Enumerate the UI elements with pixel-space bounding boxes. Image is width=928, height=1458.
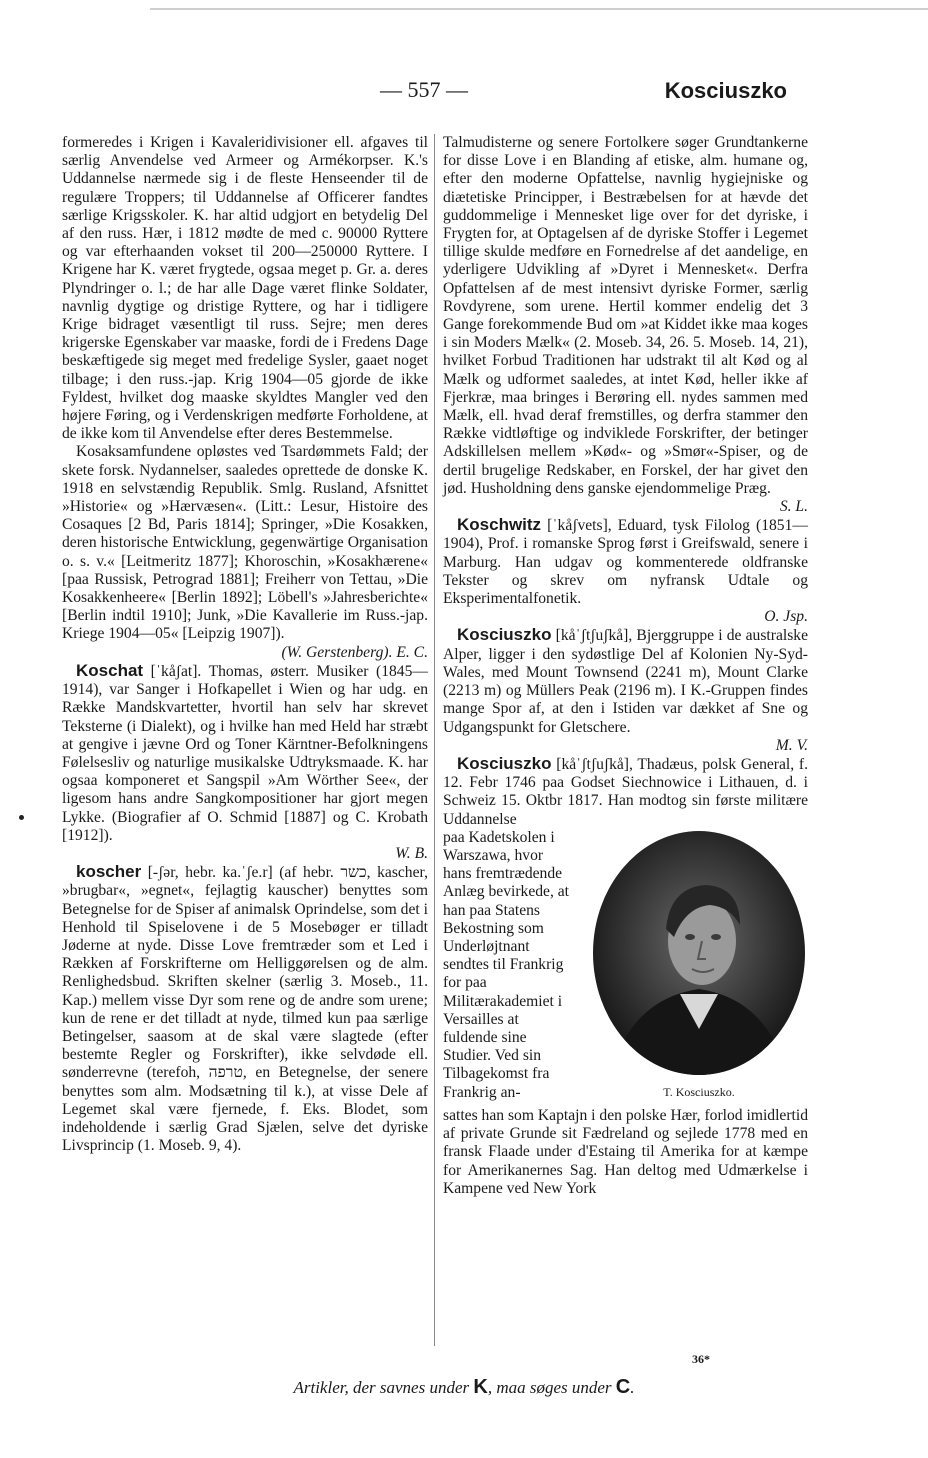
footer-text: Artikler, der savnes under bbox=[293, 1378, 474, 1397]
entry-text-koscher: [-ʃər, hebr. ka.ˈʃe.r] (af hebr. כשר, kascher, »brugbar«, »egnet«, fejlagtig kauscher) benyttes som Betegnelse for de Spiser af animalsk Oprindelse, som det i Henhold til Spiselovene i de 5 Mosebøger er tilladt Jøderne at nyde. Disse Love fremtræder som et Led i Rækken af Forskrifterne om Helliggørelsen og de alm. Renlighedsbud. Skriften skelner (særlig 3. Moseb., 11. Kap.) mellem visse Dyr som rene og de andre som urene; kun de rene er det tilladt at nyde, tilmed kun paa særlige Betingelser, saasom at de skal være slagtede (efter bestemte Regler og Forskrifter), ikke selvdøde ell. sønderrevne (terefoh, טרפה, en Betegnelse, der senere benyttes som alm. Modsætning til k.), at visse Dele af Legemet skal være fjernede, f. Eks. Blodet, som indeholdende i særlig Grad Sjælen, selve det dyriske Livsprincip (1. Moseb. 9, 4). bbox=[62, 864, 428, 1155]
signature: S. L. bbox=[779, 498, 808, 516]
signature: W. B. bbox=[395, 844, 428, 862]
right-column bbox=[443, 134, 808, 1198]
wrapped-text-beside-portrait: paa Kadetskolen i Warszawa, hvor hans fremtrædende Anlæg bevirkede, at han paa Statens Bekostning som Underløjtnant sendtes til Frankrig for paa Militærakademiet i Versailles at fuldende sine Studier. Ved sin Tilbagekomst fra Frankrig an- bbox=[443, 828, 570, 1101]
footer-text: , maa søges under bbox=[487, 1378, 616, 1397]
entry-text-kosciuszko-person: [kåˈʃtʃuʃkå], Thadæus, polsk General, f. 12. Febr 1746 paa Godset Siechnowice i Lithauen, d. i Schweiz 15. Oktbr 1817. Han modtog sin første militære Uddannelse bbox=[443, 755, 808, 828]
paragraph-kosciuszko-cont: sattes han som Kaptajn i den polske Hær, forlod imidlertid af private Grunde sit Fædreland og sejlede 1778 med en fransk Flaade under d'Estaing til Amerika for at kæmpe for Amerikanernes Sag. Han deltog med Udmærkelse i Kampene ved New York bbox=[443, 1106, 808, 1197]
footer-letter-k: K bbox=[473, 1376, 488, 1398]
left-column bbox=[62, 134, 428, 1155]
signature: O. Jsp. bbox=[764, 608, 808, 626]
column-divider bbox=[434, 134, 435, 1346]
entry-koschwitz bbox=[443, 516, 808, 608]
paragraph-koscher-cont: Talmudisterne og senere Fortolkere søger Grundtankerne for disse Love i en Blanding af etiske, alm. humane og, efter den moderne Opfattelse, navnlig hygiejniske og diætetiske Principper, i Bestræbelsen for at hævde det guddommelige i Mennesket lige over for det dyriske, i Frygten for, at Optagelsen af de dyriske Stoffer i Legemet tillige skulde medføre en Fornedrelse af det aandelige, en yderligere Udvikling af »Dyret i Mennesket«. Derfra Opfattelsen af de mest intensivt dyriske Former, særlig Rovdyrene, som urene. Hertil kommer endelig det 3 Gange forekommende Bud om »at Kiddet ikke maa koges i sin Moders Mælk« (2. Moseb. 34, 26. 5. Moseb. 14, 21), hvilket Forbud Traditionen har udstrakt til alt Kød og al Mælk og udformet saaledes, at intet Kød, heller ikke af Fjerkræ, maa bringes i Berøring ell. nydes sammen med Mælk, ell. hvad deraf fremstilles, og derfra stammer den Række vidtløftige og indviklede Forskrifter, der betinger Adskillelsen mellem »Kød«- og »Smør«-Spiser, og de dertil brugelige Redskaber, en Forskel, der har givet den jød. Husholdning dens ganske ejendommelige Præg. bbox=[443, 134, 808, 497]
footer-text: . bbox=[630, 1378, 635, 1397]
headword-koscher: koscher bbox=[76, 862, 142, 882]
headword-kosciuszko: Kosciuszko bbox=[457, 753, 552, 773]
footer-note bbox=[0, 1376, 928, 1399]
entry-koscher bbox=[62, 863, 428, 1155]
signature-mark: 36* bbox=[692, 1352, 710, 1366]
headword-koschwitz: Koschwitz bbox=[457, 515, 542, 535]
footer-letter-c: C bbox=[615, 1376, 631, 1398]
entry-text-koschwitz: [ˈkåʃvets], Eduard, tysk Filolog (1851—1904), Prof. i romanske Sprog først i Greifswald, senere i Marburg. Han udgav og kommenterede oldfranske Tekster og skrev om nyfransk Udtale og Eksperimentalfonetik. bbox=[443, 517, 808, 608]
portrait-image bbox=[590, 829, 808, 1077]
portrait-figure bbox=[590, 829, 808, 1101]
portrait-caption: T. Kosciuszko. bbox=[663, 1084, 735, 1099]
running-head: Kosciuszko bbox=[664, 78, 787, 103]
page-number: — 557 — bbox=[380, 77, 468, 102]
entry-kosciuszko-mountains bbox=[443, 626, 808, 736]
entry-text-koschat: [ˈkåʃat]. Thomas, østerr. Musiker (1845—1914), var Sanger i Hofkapellet i Wien og har udg. en Række Mandskvartetter, hvortil han selv har skrevet Teksterne (i Dialekt), og i hvilke han med Held har stræbt at gengive i jævne Ord og Toner Kärntner-Befolkningens Følelsesliv og naturlige musikalske Udtryksmaade. K. har ogsaa komponeret et Sangspil »Am Wörther See«, der ligesom hans andre Sangkompositioner har gjort megen Lykke. (Biografier af O. Schmid [1887] og C. Krobath [1912]). bbox=[62, 662, 428, 844]
paragraph-kosaksamfundene: Kosaksamfundene opløstes ved Tsardømmets Fald; der skete forsk. Nydannelser, saaledes oprettede de donske K. 1918 en selvstændig Republik. Smlg. Rusland, Afsnittet »Historie« og »Hærvæsen«. (Litt.: Lesur, Histoire des Cosaques [2 Bd, Paris 1814]; Springer, »Die Kosakken, deren historische Entwicklung, gegenwärtige Organisation o. s. v.« [Leitmeritz 1877]; Khoroschin, »Kosakhærene« [paa Russisk, Petrograd 1881]; Freiherr von Tettau, »Die Kosakkenheere« [Berlin 1892]; Löbell's »Jahresberichte« [Berlin indtil 1910]; Junk, »Die Kavallerie im Russ.-jap. Kriege 1904—05« [Leipzig 1907]). bbox=[62, 443, 428, 643]
signature: (W. Gerstenberg). E. C. bbox=[281, 643, 428, 661]
paragraph-kosakker-end: formeredes i Krigen i Kavaleridivisioner ell. afgaves til særlig Anvendelse ved Armeer og Armékorpser. K.'s Uddannelse nærmede sig i de fleste Henseender til de regulære Troppers; til Uddannelse af Officerer fandtes særlige Krigsskoler. K. har altid udgjort en betydelig Del af den russ. Hær, i 1812 mødte de med c. 90000 Ryttere og var efterhaanden vokset til 200—250000 Ryttere. I Krigene har K. været frygtede, ogsaa meget p. Gr. a. deres Plyndringer o. l.; de har alle Dage været flinke Soldater, navnlig dygtige og dristige Ryttere, og har i tidligere Krige bidraget væsentligt til russ. Sejre; men deres krigerske Egenskaber var maaske, fordi de i Fredens Dage beskæftigede sig meget med fredelige Sysler, gaaet noget tilbage; i den russ.-jap. Krig 1904—05 gjorde de ikke Fyldest, hvilket dog maaske skyldtes Mangler ved den højere Føring, og i Verdenskrigen medførte Forholdene, at de ikke kom til Anvendelse efter deres Bestemmelse. bbox=[62, 134, 428, 443]
entry-koschat bbox=[62, 662, 428, 845]
portrait-oval-photo bbox=[590, 829, 808, 1077]
entry-text-kosciuszko-mountains: [kåˈʃtʃuʃkå], Bjerggruppe i de australske Alper, ligger i den sydøstlige Del af Kolonien Ny-Syd-Wales, med Mount Townsend (2241 m), Mount Clarke (2213 m) og Müllers Peak (2196 m). I K.-Gruppen findes mange Spor af, at den i Istiden var dækket af Sne og Udgangspunkt for Gletschere. bbox=[443, 627, 808, 736]
margin-dot bbox=[19, 815, 24, 820]
entry-kosciuszko-person bbox=[443, 755, 808, 829]
top-rule bbox=[150, 8, 928, 10]
signature: M. V. bbox=[775, 736, 808, 754]
headword-kosciuszko: Kosciuszko bbox=[457, 625, 552, 645]
headword-koschat: Koschat bbox=[76, 660, 144, 680]
